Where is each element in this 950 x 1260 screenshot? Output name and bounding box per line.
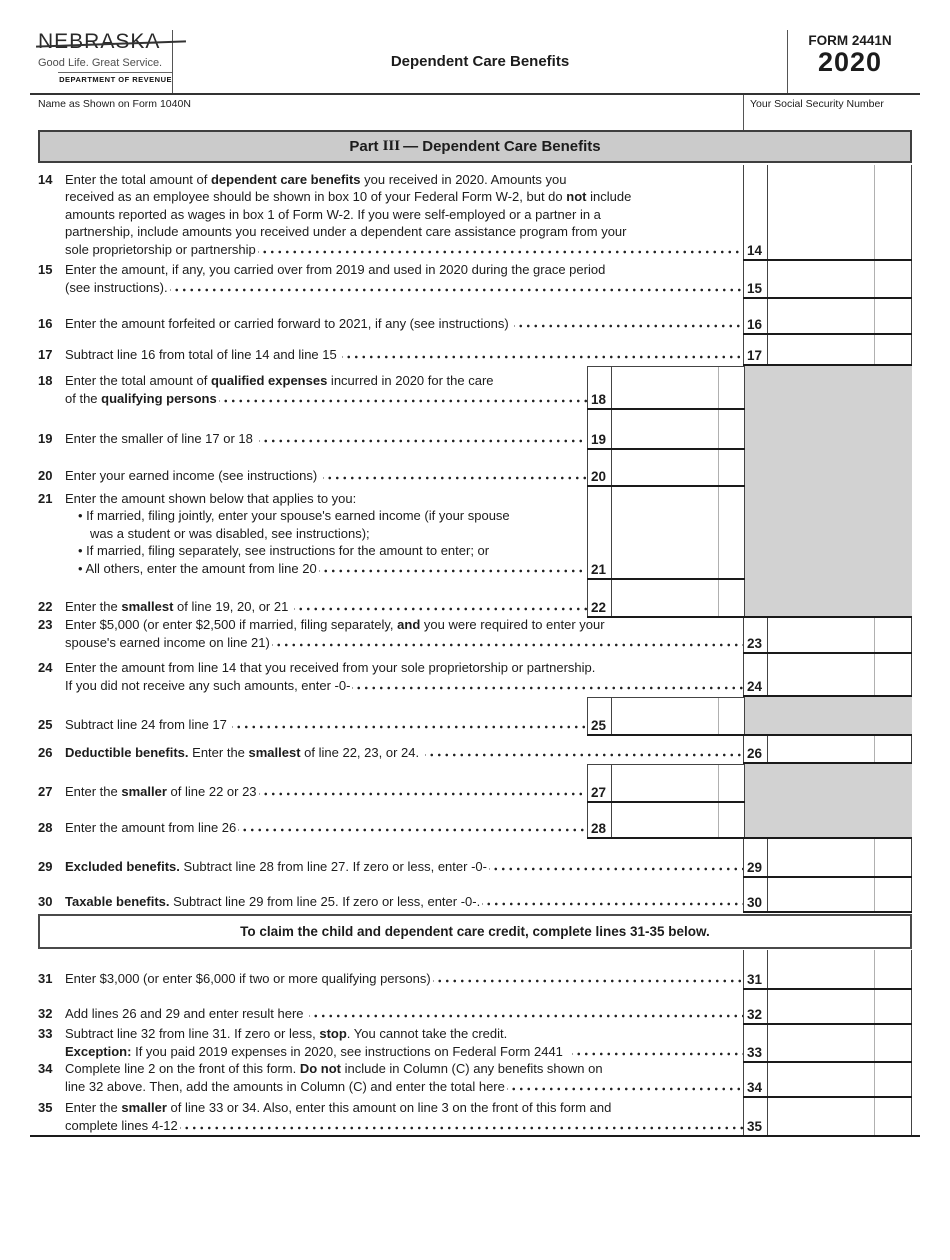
line-15-box-number: 15 xyxy=(743,261,768,297)
line-28-box-number: 28 xyxy=(587,803,612,837)
form-line-24 xyxy=(38,654,912,697)
dot-leader xyxy=(507,1078,743,1096)
line-text xyxy=(38,893,743,911)
line-text xyxy=(38,783,587,801)
line-text-block xyxy=(38,990,743,1025)
line-32-box-number: 32 xyxy=(743,990,768,1023)
line-text xyxy=(65,1043,743,1061)
line-text xyxy=(38,372,587,390)
line-text-block xyxy=(38,1025,743,1063)
dot-leader xyxy=(489,858,743,876)
line-text xyxy=(38,970,743,988)
form-line-19 xyxy=(38,410,912,450)
line-text xyxy=(38,858,743,876)
line-21-amount-field[interactable] xyxy=(612,487,745,578)
line-19-box-number: 19 xyxy=(587,410,612,448)
line-27-entry-box xyxy=(587,764,745,803)
shaded-area xyxy=(745,450,912,487)
line-16-entry-box xyxy=(743,299,912,335)
line-30-entry-box xyxy=(743,878,912,913)
line-text-content: Add lines 26 and 29 and enter result here xyxy=(65,1005,308,1021)
line-text xyxy=(38,616,743,634)
dot-leader xyxy=(572,1043,743,1061)
line-18-amount-field[interactable] xyxy=(612,367,745,408)
line-27-box-number: 27 xyxy=(587,765,612,801)
line-24-box-number: 24 xyxy=(743,654,768,695)
line-text-content: received as an employee should be shown in box 10 of your Federal Form W-2, but do not include xyxy=(65,189,632,204)
line-15-amount-field[interactable] xyxy=(768,261,912,297)
line-text xyxy=(65,560,587,578)
line-24-entry-box xyxy=(743,654,912,697)
shaded-area xyxy=(745,697,912,736)
line-32-amount-field[interactable] xyxy=(768,990,912,1023)
line-text xyxy=(65,1078,743,1096)
line-21-entry-box xyxy=(587,487,745,580)
line-21-box-number: 21 xyxy=(587,487,612,578)
line-29-box-number: 29 xyxy=(743,839,768,876)
line-text xyxy=(38,819,587,837)
dot-leader xyxy=(514,315,743,333)
dot-leader xyxy=(170,279,743,297)
dot-leader xyxy=(482,893,743,911)
part-iii-header xyxy=(38,130,912,163)
line-35-amount-field[interactable] xyxy=(768,1098,912,1135)
line-text-block xyxy=(38,366,587,410)
form-header xyxy=(38,30,912,93)
line-text xyxy=(38,598,587,616)
line-text-content: Enter the smallest of line 19, 20, or 21 xyxy=(65,598,292,614)
line-text xyxy=(65,223,743,241)
line-text-content: Enter the amount from line 14 that you received from your sole proprietorship or partnership. xyxy=(65,660,596,675)
line-text xyxy=(38,346,743,364)
line-text-block xyxy=(38,878,743,913)
line-text-content: Enter the smaller of line 33 or 34. Also, enter this amount on line 3 on the front of this form and xyxy=(65,1100,612,1115)
line-text xyxy=(38,1005,743,1023)
line-27-amount-field[interactable] xyxy=(612,765,745,801)
line-text-content: complete lines 4-12 xyxy=(65,1117,178,1133)
part-title: — Dependent Care Benefits xyxy=(403,138,601,155)
line-31-entry-box xyxy=(743,950,912,990)
dot-leader xyxy=(294,598,587,616)
dot-leader xyxy=(180,1117,743,1135)
line-text-content: Deductible benefits. Enter the smallest of line 22, 23, or 24. xyxy=(65,744,423,760)
form-line-20 xyxy=(38,450,912,487)
line-34-entry-box xyxy=(743,1063,912,1098)
line-25-box-number: 25 xyxy=(587,698,612,734)
line-text-content: Enter the amount, if any, you carried over from 2019 and used in 2020 during the grace period xyxy=(65,262,606,277)
line-19-amount-field[interactable] xyxy=(612,410,745,448)
line-text-block xyxy=(38,950,743,990)
dot-leader xyxy=(342,346,743,364)
line-text-content: Enter the smaller of line 17 or 18 xyxy=(65,430,257,446)
part-label: Part xyxy=(349,138,379,155)
line-number: 28 xyxy=(38,819,53,835)
line-16-amount-field[interactable] xyxy=(768,299,912,333)
line-26-entry-box xyxy=(743,736,912,764)
dot-leader xyxy=(232,716,587,734)
line-number: 23 xyxy=(38,617,53,632)
dot-leader xyxy=(219,390,587,408)
line-number: 31 xyxy=(38,970,53,986)
line-17-amount-field[interactable] xyxy=(768,335,912,364)
line-text xyxy=(65,241,743,259)
line-text-block xyxy=(38,1063,743,1098)
form-line-33 xyxy=(38,1025,912,1063)
form-line-25 xyxy=(38,697,912,736)
line-text-content: Subtract line 24 from line 17 xyxy=(65,716,231,732)
line-text-content: Exception: If you paid 2019 expenses in 2020, see instructions on Federal Form 2441 xyxy=(65,1043,571,1059)
form-line-35 xyxy=(38,1098,912,1137)
line-30-amount-field[interactable] xyxy=(768,878,912,911)
line-number: 30 xyxy=(38,893,53,909)
line-text-content: Enter the amount shown below that applies to you: xyxy=(65,490,357,506)
line-text xyxy=(38,490,587,508)
line-28-amount-field[interactable] xyxy=(612,803,745,837)
line-text xyxy=(38,261,743,279)
line-text-content: Excluded benefits. Subtract line 28 from line 27. If zero or less, enter -0- xyxy=(65,858,487,874)
line-22-box-number: 22 xyxy=(587,580,612,616)
line-text-content: (see instructions). xyxy=(65,279,168,295)
dot-leader xyxy=(309,1005,743,1023)
form-year: 2020 xyxy=(817,47,883,77)
dot-leader xyxy=(272,634,743,652)
line-34-amount-field[interactable] xyxy=(768,1063,912,1096)
line-number: 20 xyxy=(38,467,53,483)
dot-leader xyxy=(425,744,743,762)
line-17-entry-box xyxy=(743,335,912,366)
line-text-content: Enter $5,000 (or enter $2,500 if married, filing separately, and you were required to enter your xyxy=(65,617,605,632)
line-text xyxy=(38,659,743,677)
line-text-content: Enter $3,000 (or enter $6,000 if two or more qualifying persons) xyxy=(65,970,431,986)
dot-leader xyxy=(433,970,743,988)
line-text-block xyxy=(38,450,587,487)
line-text-block xyxy=(38,335,743,366)
form-line-26 xyxy=(38,736,912,764)
line-17-box-number: 17 xyxy=(743,335,768,364)
form-line-14 xyxy=(38,165,912,261)
line-text xyxy=(38,1025,743,1043)
line-text-content: Subtract line 16 from total of line 14 and line 15 xyxy=(65,346,341,362)
line-text xyxy=(65,279,743,297)
line-25-amount-field[interactable] xyxy=(612,698,745,734)
line-15-entry-box xyxy=(743,261,912,299)
line-18-box-number: 18 xyxy=(587,367,612,408)
line-34-box-number: 34 xyxy=(743,1063,768,1096)
line-text-block xyxy=(38,618,743,654)
line-number: 18 xyxy=(38,373,53,388)
line-text-block xyxy=(38,736,743,764)
line-number: 19 xyxy=(38,430,53,446)
form-line-27 xyxy=(38,764,912,803)
line-text-content: • If married, filing jointly, enter your spouse's earned income (if your spouse xyxy=(78,508,510,523)
line-text-block xyxy=(38,1098,743,1137)
line-32-entry-box xyxy=(743,990,912,1025)
shaded-area xyxy=(745,803,912,839)
line-text-block xyxy=(38,299,743,335)
dot-leader xyxy=(259,430,588,448)
line-30-box-number: 30 xyxy=(743,878,768,911)
line-text-block xyxy=(38,165,743,261)
line-29-amount-field[interactable] xyxy=(768,839,912,876)
line-text-block xyxy=(38,764,587,803)
line-33-box-number: 33 xyxy=(743,1025,768,1061)
form-id-block xyxy=(788,30,912,93)
line-number: 27 xyxy=(38,783,53,799)
logo-department: DEPARTMENT OF REVENUE xyxy=(59,75,172,84)
line-29-entry-box xyxy=(743,839,912,878)
name-ssn-row xyxy=(38,95,912,130)
line-text xyxy=(38,467,587,485)
line-number: 33 xyxy=(38,1026,53,1041)
line-20-box-number: 20 xyxy=(587,450,612,485)
line-number: 15 xyxy=(38,262,53,277)
line-text xyxy=(65,525,587,543)
line-text-content: • All others, enter the amount from line 20 xyxy=(78,560,317,576)
shaded-area xyxy=(745,410,912,450)
nebraska-logo xyxy=(38,30,172,93)
line-text xyxy=(65,542,587,560)
line-23-entry-box xyxy=(743,618,912,654)
line-number: 34 xyxy=(38,1061,53,1076)
line-26-box-number: 26 xyxy=(743,736,768,762)
line-text-block xyxy=(38,697,587,736)
line-text-content: If you did not receive any such amounts, enter -0- xyxy=(65,677,351,693)
line-text xyxy=(65,390,587,408)
line-text-content: spouse's earned income on line 21) xyxy=(65,634,270,650)
line-text-content: Enter the total amount of qualified expenses incurred in 2020 for the care xyxy=(65,373,494,388)
line-23-box-number: 23 xyxy=(743,618,768,652)
line-text-content: Subtract line 32 from line 31. If zero or less, stop. You cannot take the credit. xyxy=(65,1026,508,1041)
form-line-18 xyxy=(38,366,912,410)
ssn-field-label: Your Social Security Number xyxy=(750,98,884,110)
claim-credit-banner-row xyxy=(38,913,912,950)
line-text xyxy=(38,716,587,734)
line-text xyxy=(38,171,743,189)
name-field-label: Name as Shown on Form 1040N xyxy=(38,98,191,110)
line-number: 16 xyxy=(38,315,53,331)
logo-divider xyxy=(58,72,172,73)
form-line-29 xyxy=(38,839,912,878)
line-text-content: was a student or was disabled, see instructions); xyxy=(90,525,370,541)
line-24-amount-field[interactable] xyxy=(768,654,912,695)
line-text-content: Enter the total amount of dependent care benefits you received in 2020. Amounts you xyxy=(65,171,567,187)
logo-tagline: Good Life. Great Service. xyxy=(38,57,163,69)
line-text xyxy=(65,1117,743,1135)
dot-leader xyxy=(238,819,587,837)
form-number: FORM 2441N xyxy=(808,33,892,48)
claim-credit-banner: To claim the child and dependent care credit, complete lines 31-35 below. xyxy=(38,914,912,949)
line-text-content: amounts reported as wages in box 1 of Form W-2. If you were self-employed or a partner in a xyxy=(65,206,601,222)
line-number: 17 xyxy=(38,346,53,362)
name-input-area[interactable] xyxy=(38,95,743,130)
line-25-entry-box xyxy=(587,697,745,736)
form-title: Dependent Care Benefits xyxy=(390,53,570,70)
line-33-entry-box xyxy=(743,1025,912,1063)
line-16-box-number: 16 xyxy=(743,299,768,333)
line-text xyxy=(38,1060,743,1078)
line-text-content: Enter the amount forfeited or carried forward to 2021, if any (see instructions) xyxy=(65,315,513,331)
part-numeral: III xyxy=(382,138,401,154)
line-20-amount-field[interactable] xyxy=(612,450,745,485)
line-text-content: Enter the smaller of line 22 or 23 xyxy=(65,783,257,799)
form-line-17 xyxy=(38,335,912,366)
line-28-entry-box xyxy=(587,803,745,839)
line-20-entry-box xyxy=(587,450,745,487)
logo-wordmark: NEBRASKA xyxy=(38,30,172,54)
line-text xyxy=(65,634,743,652)
line-text xyxy=(65,188,743,206)
form-line-30 xyxy=(38,878,912,913)
line-text-block xyxy=(38,261,743,299)
line-text-block xyxy=(38,580,587,618)
form-page xyxy=(0,30,950,1260)
form-line-34 xyxy=(38,1063,912,1098)
line-35-box-number: 35 xyxy=(743,1098,768,1135)
line-text-content: of the qualifying persons xyxy=(65,390,217,406)
shaded-area xyxy=(745,580,912,618)
line-text-block xyxy=(38,839,743,878)
line-text-content: • If married, filing separately, see instructions for the amount to enter; or xyxy=(78,543,490,558)
form-line-16 xyxy=(38,299,912,335)
line-number: 25 xyxy=(38,716,53,732)
line-text xyxy=(38,1099,743,1117)
line-14-box-number: 14 xyxy=(743,165,768,259)
line-31-box-number: 31 xyxy=(743,950,768,988)
form-lines xyxy=(38,165,912,1137)
shaded-area xyxy=(745,487,912,580)
shaded-area xyxy=(745,366,912,410)
line-text xyxy=(38,744,743,762)
line-text-content: line 32 above. Then, add the amounts in Column (C) and enter the total here xyxy=(65,1078,505,1094)
line-text-content: partnership, include amounts you received under a dependent care assistance program from your xyxy=(65,224,627,239)
line-text xyxy=(38,430,587,448)
line-text-content: Taxable benefits. Subtract line 29 from line 25. If zero or less, enter -0-. xyxy=(65,893,481,909)
dot-leader xyxy=(319,560,587,578)
line-number: 32 xyxy=(38,1005,53,1021)
line-number: 14 xyxy=(38,171,53,187)
dot-leader xyxy=(323,467,587,485)
dot-leader xyxy=(352,677,743,695)
line-text-content: Enter your earned income (see instructions) xyxy=(65,467,321,483)
line-26-amount-field[interactable] xyxy=(768,736,912,762)
line-text-content: Complete line 2 on the front of this form. Do not include in Column (C) any benefits shown on xyxy=(65,1061,603,1076)
line-31-amount-field[interactable] xyxy=(768,950,912,988)
line-14-entry-box xyxy=(743,165,912,261)
line-22-entry-box xyxy=(587,580,745,618)
line-text xyxy=(65,206,743,224)
line-number: 21 xyxy=(38,490,53,506)
line-18-entry-box xyxy=(587,366,745,410)
line-text xyxy=(65,507,587,525)
form-line-28 xyxy=(38,803,912,839)
line-35-entry-box xyxy=(743,1098,912,1137)
line-number: 26 xyxy=(38,744,53,760)
line-text-block xyxy=(38,410,587,450)
line-33-amount-field[interactable] xyxy=(768,1025,912,1061)
form-line-21 xyxy=(38,487,912,580)
line-number: 29 xyxy=(38,858,53,874)
line-text-block xyxy=(38,654,743,697)
line-text xyxy=(38,315,743,333)
line-text-block xyxy=(38,487,587,580)
ssn-input-area[interactable] xyxy=(743,95,912,130)
dot-leader xyxy=(258,241,743,259)
line-14-amount-field[interactable] xyxy=(768,165,912,259)
line-number: 24 xyxy=(38,660,53,675)
line-text-block xyxy=(38,803,587,839)
form-line-23 xyxy=(38,618,912,654)
line-22-amount-field[interactable] xyxy=(612,580,745,616)
line-number: 35 xyxy=(38,1100,53,1115)
dot-leader xyxy=(259,783,587,801)
line-text-content: Enter the amount from line 26 xyxy=(65,819,237,835)
form-line-22 xyxy=(38,580,912,618)
form-line-31 xyxy=(38,950,912,990)
shaded-area xyxy=(745,764,912,803)
form-line-15 xyxy=(38,261,912,299)
line-23-amount-field[interactable] xyxy=(768,618,912,652)
line-text xyxy=(65,677,743,695)
line-number: 22 xyxy=(38,598,53,614)
line-19-entry-box xyxy=(587,410,745,450)
form-line-32 xyxy=(38,990,912,1025)
line-text-content: sole proprietorship or partnership xyxy=(65,241,256,257)
